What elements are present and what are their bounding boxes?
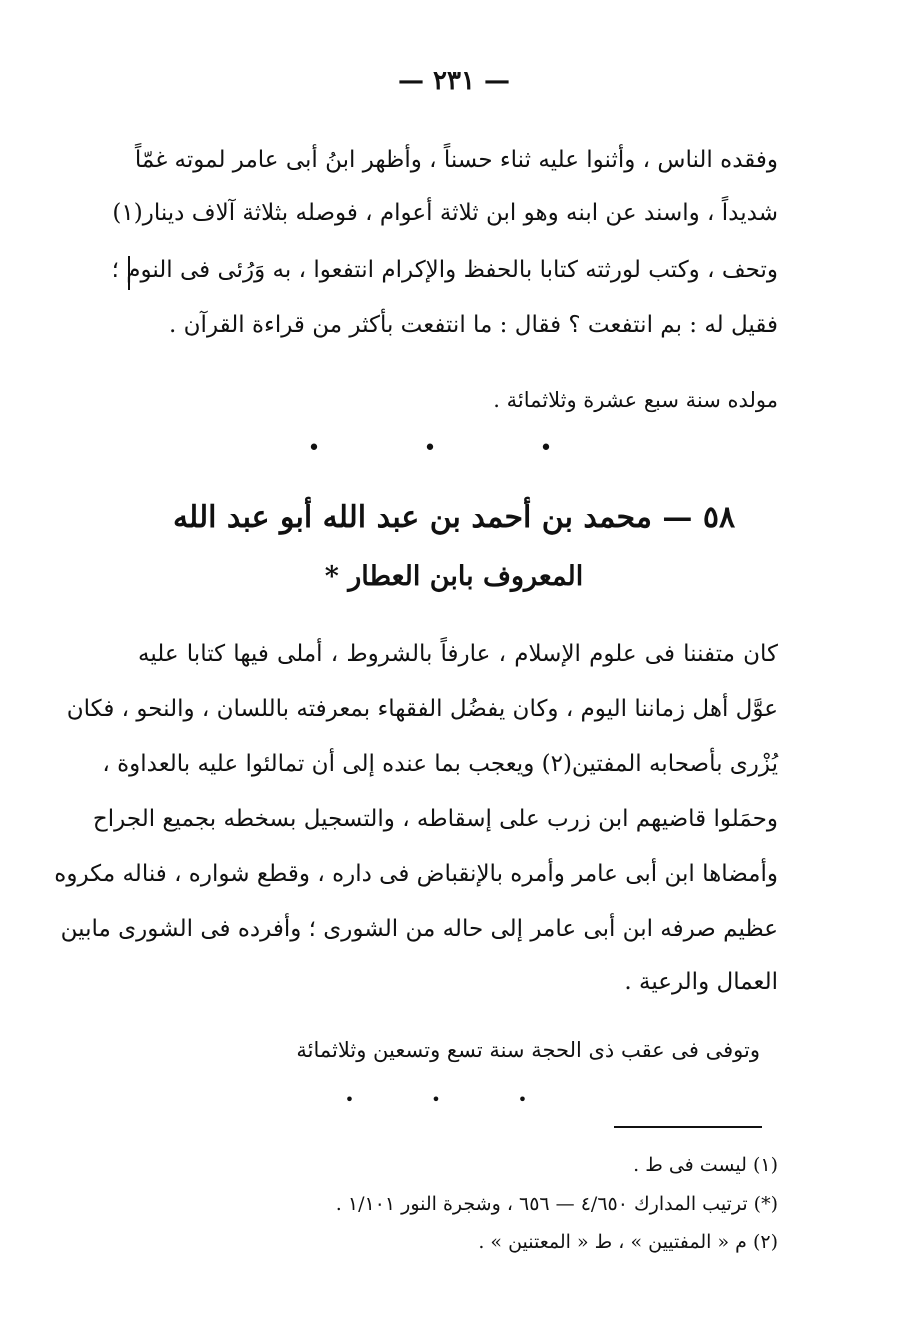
- paragraph-1-line-1: وفقده الناس ، وأثنوا عليه ثناء حسناً ، وأظهر ابنُ أبى عامر لموته غمّاً: [134, 147, 778, 173]
- paragraph-2-line-4: وحمَلوا قاضيهم ابن زرب على إسقاطه ، والتسجيل بسخطه بجميع الجراح: [92, 806, 778, 832]
- paragraph-2-line-6: عظيم صرفه ابن أبى عامر إلى حاله من الشورى ؛ وأفرده فى الشورى مابين: [60, 916, 778, 942]
- paragraph-2-line-2: عوَّل أهل زماننا اليوم ، وكان يفضُل الفقهاء بمعرفته باللسان ، والنحو ، فكان: [66, 696, 778, 722]
- page-number: — ٢٣١ —: [397, 66, 511, 96]
- paragraph-2-line-1: كان متفننا فى علوم الإسلام ، عارفاً بالشروط ، أملى فيها كتابا عليه: [138, 641, 778, 667]
- footnote-rule: [614, 1126, 762, 1128]
- separator-dots: • • •: [344, 1090, 564, 1109]
- footnote-1: (١) ليست فى ط .: [633, 1154, 778, 1176]
- paragraph-1-line-3: وتحف ، وكتب لورثته كتابا بالحفظ والإكرام انتفعوا ، به وَرُئى فى النوم ؛: [111, 257, 778, 283]
- paragraph-2-line-3: يُزْرى بأصحابه المفتين(٢) ويعجب بما عنده إلى أن تمالئوا عليه بالعداوة ،: [102, 751, 778, 777]
- paragraph-2-line-5: وأمضاها ابن أبى عامر وأمره بالإنقباض فى داره ، وقطع شواره ، فناله مكروه: [54, 861, 778, 887]
- entry-subheading: المعروف بابن العطار *: [324, 561, 584, 592]
- footnote-2: (٢) م « المفتيين » ، ط « المعتنين » .: [478, 1231, 778, 1253]
- entry-heading: ٥٨ — محمد بن أحمد بن عبد الله أبو عبد الله: [172, 500, 736, 535]
- paragraph-2-line-7: العمال والرعية .: [624, 969, 778, 995]
- paragraph-1-line-2: شديداً ، واسند عن ابنه وهو ابن ثلاثة أعوام ، فوصله بثلاثة آلاف دينار(١): [112, 200, 778, 226]
- paragraph-1-line-4: فقيل له : بم انتفعت ؟ فقال : ما انتفعت بأكثر من قراءة القرآن .: [169, 312, 778, 338]
- birth-line: مولده سنة سبع عشرة وثلاثمائة .: [493, 388, 778, 412]
- footnote-star: (*) ترتيب المدارك ٤/٦٥٠ — ٦٥٦ ، وشجرة النور ١/١٠١ .: [335, 1193, 778, 1215]
- separator-stars: • • •: [307, 436, 601, 461]
- death-line: وتوفى فى عقب ذى الحجة سنة تسع وتسعين وثلاثمائة: [296, 1038, 760, 1062]
